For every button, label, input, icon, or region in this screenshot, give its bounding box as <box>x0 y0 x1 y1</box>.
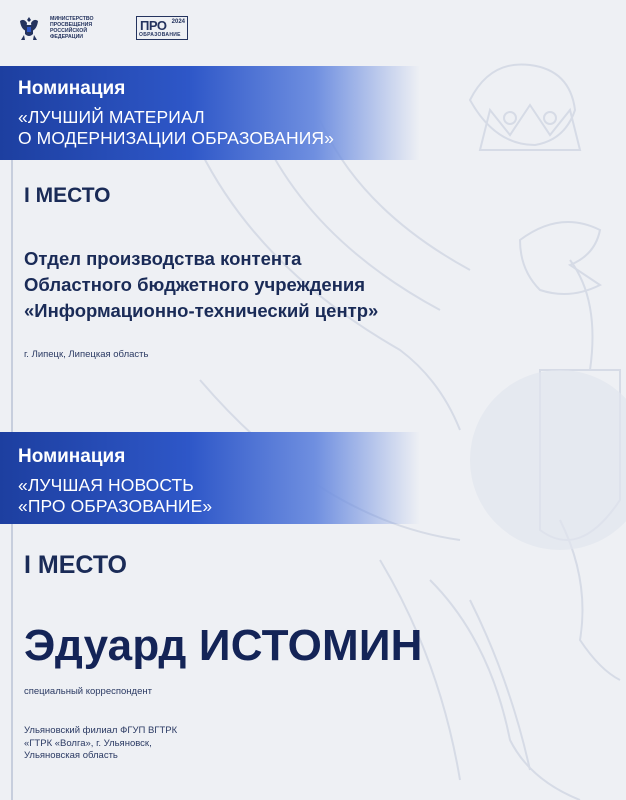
logo-pro-text: ПРО <box>140 18 167 33</box>
logo-year: 2024 <box>171 19 185 25</box>
winner-line: «Информационно-технический центр» <box>24 300 379 321</box>
place-label-2: I МЕСТО <box>24 551 127 579</box>
ministry-line: РОССИЙСКОЙ <box>50 28 88 34</box>
nomination-title-line: «ЛУЧШИЙ МАТЕРИАЛ <box>18 107 205 127</box>
winner-organization <box>24 246 378 324</box>
pro-obrazovanie-logo <box>136 16 188 40</box>
double-headed-eagle-icon <box>14 13 44 43</box>
winner-organization-2 <box>24 725 177 763</box>
ministry-name <box>50 16 116 41</box>
winner-line: Областного бюджетного учреждения <box>24 274 366 295</box>
nomination-title <box>18 475 212 517</box>
winner-location: г. Липецк, Липецкая область <box>24 349 149 360</box>
nomination-title-line: «ПРО ОБРАЗОВАНИЕ» <box>18 496 213 516</box>
winner-name: Эдуард ИСТОМИН <box>24 621 423 670</box>
section-divider <box>11 160 13 432</box>
section-divider <box>11 524 13 800</box>
nomination-label: Номинация <box>18 78 126 99</box>
nomination-banner-2 <box>0 432 420 524</box>
winner-role: специальный корреспондент <box>24 686 152 697</box>
nomination-title <box>18 107 334 149</box>
org-line: «ГТРК «Волга», г. Ульяновск, <box>24 737 152 749</box>
ministry-line: ПРОСВЕЩЕНИЯ <box>50 21 93 28</box>
place-label-1: I МЕСТО <box>24 184 111 207</box>
org-line: Ульяновская область <box>24 750 118 761</box>
nomination-banner-1 <box>0 66 420 160</box>
org-line: Ульяновский филиал ФГУП ВГТРК <box>24 725 178 736</box>
nomination-title-line: О МОДЕРНИЗАЦИИ ОБРАЗОВАНИЯ» <box>18 128 335 148</box>
winner-line: Отдел производства контента <box>24 248 302 269</box>
header <box>14 8 188 48</box>
ministry-line: МИНИСТЕРСТВО <box>50 15 94 22</box>
ministry-line: ФЕДЕРАЦИИ <box>50 34 84 41</box>
logo-sub-text: ОБРАЗОВАНИЕ <box>139 32 181 38</box>
nomination-title-line: «ЛУЧШАЯ НОВОСТЬ <box>18 475 194 495</box>
nomination-label: Номинация <box>18 446 126 467</box>
